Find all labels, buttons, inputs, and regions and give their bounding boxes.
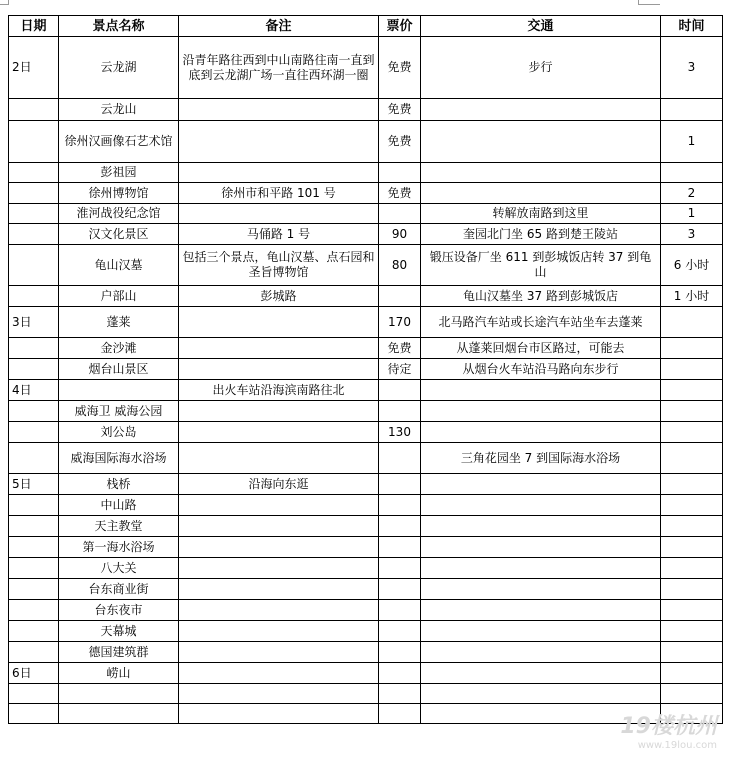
cell-time <box>661 401 723 422</box>
cell-transport <box>421 495 661 516</box>
cell-name: 天主教堂 <box>59 516 179 537</box>
table-row <box>9 600 723 621</box>
cell-time <box>661 600 723 621</box>
cell-note <box>179 359 379 380</box>
table-row <box>9 121 723 163</box>
cell-name: 第一海水浴场 <box>59 537 179 558</box>
cell-transport <box>421 684 661 704</box>
cell-transport <box>421 663 661 684</box>
cell-transport: 从烟台火车站沿马路向东步行 <box>421 359 661 380</box>
cell-name <box>59 380 179 401</box>
cell-note: 沿青年路往西到中山南路往南一直到底到云龙湖广场一直往西环湖一圈 <box>179 37 379 99</box>
table-row <box>9 224 723 245</box>
table-row <box>9 663 723 684</box>
cell-time <box>661 474 723 495</box>
table-row <box>9 163 723 183</box>
table-row <box>9 516 723 537</box>
cell-note <box>179 642 379 663</box>
cell-price <box>379 579 421 600</box>
corner-mark-left-h <box>0 4 8 5</box>
table-row <box>9 99 723 121</box>
header-date: 日期 <box>9 16 59 37</box>
table-row <box>9 642 723 663</box>
cell-price <box>379 663 421 684</box>
cell-time <box>661 621 723 642</box>
cell-name: 汉文化景区 <box>59 224 179 245</box>
cell-name: 金沙滩 <box>59 338 179 359</box>
cell-time <box>661 516 723 537</box>
cell-date <box>9 516 59 537</box>
cell-transport: 三角花园坐 7 到国际海水浴场 <box>421 443 661 474</box>
cell-name: 天幕城 <box>59 621 179 642</box>
cell-transport <box>421 621 661 642</box>
cell-date: 2日 <box>9 37 59 99</box>
cell-price <box>379 443 421 474</box>
cell-price: 免费 <box>379 338 421 359</box>
cell-time <box>661 537 723 558</box>
cell-transport <box>421 183 661 204</box>
cell-name: 龟山汉墓 <box>59 245 179 286</box>
cell-note <box>179 537 379 558</box>
cell-transport <box>421 642 661 663</box>
table-row <box>9 684 723 704</box>
cell-note <box>179 663 379 684</box>
cell-name: 中山路 <box>59 495 179 516</box>
cell-transport: 龟山汉墓坐 37 路到彭城饭店 <box>421 286 661 307</box>
cell-time: 1 <box>661 121 723 163</box>
cell-time <box>661 495 723 516</box>
cell-time <box>661 380 723 401</box>
cell-transport: 从蓬莱回烟台市区路过，可能去 <box>421 338 661 359</box>
cell-price <box>379 495 421 516</box>
cell-price: 170 <box>379 307 421 338</box>
cell-time: 2 <box>661 183 723 204</box>
cell-price <box>379 401 421 422</box>
cell-name: 户部山 <box>59 286 179 307</box>
cell-time <box>661 307 723 338</box>
header-time: 时间 <box>661 16 723 37</box>
cell-date <box>9 359 59 380</box>
cell-price: 130 <box>379 422 421 443</box>
header-name: 景点名称 <box>59 16 179 37</box>
header-row <box>9 16 723 37</box>
cell-price: 免费 <box>379 183 421 204</box>
cell-note <box>179 338 379 359</box>
table-row <box>9 307 723 338</box>
cell-name: 台东夜市 <box>59 600 179 621</box>
cell-transport: 奎园北门坐 65 路到楚王陵站 <box>421 224 661 245</box>
header-transport: 交通 <box>421 16 661 37</box>
cell-name: 烟台山景区 <box>59 359 179 380</box>
cell-name: 威海国际海水浴场 <box>59 443 179 474</box>
cell-name: 栈桥 <box>59 474 179 495</box>
cell-name: 徐州博物馆 <box>59 183 179 204</box>
cell-price <box>379 600 421 621</box>
cell-date <box>9 422 59 443</box>
table-row <box>9 704 723 724</box>
cell-note <box>179 704 379 724</box>
table-row <box>9 359 723 380</box>
cell-time: 1 小时 <box>661 286 723 307</box>
cell-transport <box>421 99 661 121</box>
cell-date <box>9 642 59 663</box>
corner-mark-right-v <box>638 0 639 5</box>
cell-time <box>661 422 723 443</box>
cell-transport <box>421 474 661 495</box>
cell-date <box>9 704 59 724</box>
cell-price <box>379 286 421 307</box>
cell-date <box>9 401 59 422</box>
cell-date: 6日 <box>9 663 59 684</box>
cell-price <box>379 621 421 642</box>
cell-date <box>9 579 59 600</box>
cell-time: 6 小时 <box>661 245 723 286</box>
corner-mark-left-v <box>8 0 9 5</box>
cell-note <box>179 516 379 537</box>
cell-note <box>179 684 379 704</box>
table-row <box>9 204 723 224</box>
table-row <box>9 443 723 474</box>
cell-time <box>661 579 723 600</box>
cell-note: 包括三个景点，龟山汉墓、点石园和圣旨博物馆 <box>179 245 379 286</box>
cell-note <box>179 99 379 121</box>
table-row <box>9 579 723 600</box>
cell-price: 待定 <box>379 359 421 380</box>
cell-price: 免费 <box>379 121 421 163</box>
cell-time: 3 <box>661 224 723 245</box>
cell-date <box>9 338 59 359</box>
table-row <box>9 621 723 642</box>
cell-name <box>59 704 179 724</box>
table-row <box>9 37 723 99</box>
cell-time <box>661 338 723 359</box>
cell-time: 1 <box>661 204 723 224</box>
cell-transport: 步行 <box>421 37 661 99</box>
cell-name: 刘公岛 <box>59 422 179 443</box>
cell-time <box>661 663 723 684</box>
cell-time <box>661 359 723 380</box>
cell-date <box>9 684 59 704</box>
header-price: 票价 <box>379 16 421 37</box>
cell-name: 徐州汉画像石艺术馆 <box>59 121 179 163</box>
cell-name: 台东商业街 <box>59 579 179 600</box>
cell-price <box>379 537 421 558</box>
cell-note <box>179 495 379 516</box>
watermark-logo: 19楼杭州 <box>620 714 717 739</box>
cell-name: 威海卫 威海公园 <box>59 401 179 422</box>
table-row <box>9 401 723 422</box>
table-row <box>9 380 723 401</box>
cell-date <box>9 224 59 245</box>
itinerary-table <box>8 15 723 724</box>
table-row <box>9 474 723 495</box>
cell-note <box>179 558 379 579</box>
cell-date <box>9 600 59 621</box>
cell-transport <box>421 121 661 163</box>
cell-time <box>661 443 723 474</box>
cell-note: 徐州市和平路 101 号 <box>179 183 379 204</box>
cell-date: 5日 <box>9 474 59 495</box>
corner-mark-right-h <box>638 4 660 5</box>
table-row <box>9 286 723 307</box>
cell-price: 80 <box>379 245 421 286</box>
cell-price <box>379 204 421 224</box>
cell-price <box>379 704 421 724</box>
cell-price: 免费 <box>379 99 421 121</box>
cell-note: 彭城路 <box>179 286 379 307</box>
cell-note <box>179 121 379 163</box>
table-row <box>9 537 723 558</box>
table-row <box>9 495 723 516</box>
cell-price: 免费 <box>379 37 421 99</box>
cell-date <box>9 204 59 224</box>
cell-note <box>179 422 379 443</box>
cell-transport <box>421 537 661 558</box>
cell-name: 八大关 <box>59 558 179 579</box>
cell-transport <box>421 380 661 401</box>
cell-transport <box>421 579 661 600</box>
cell-name: 云龙山 <box>59 99 179 121</box>
cell-price <box>379 516 421 537</box>
cell-date <box>9 183 59 204</box>
cell-time: 3 <box>661 37 723 99</box>
cell-name: 蓬莱 <box>59 307 179 338</box>
cell-name: 淮河战役纪念馆 <box>59 204 179 224</box>
cell-note <box>179 600 379 621</box>
cell-note: 马俑路 1 号 <box>179 224 379 245</box>
cell-price: 90 <box>379 224 421 245</box>
cell-note <box>179 443 379 474</box>
cell-date <box>9 558 59 579</box>
table-row <box>9 338 723 359</box>
table-row <box>9 558 723 579</box>
cell-price <box>379 684 421 704</box>
cell-date: 4日 <box>9 380 59 401</box>
cell-time <box>661 642 723 663</box>
cell-note <box>179 579 379 600</box>
cell-date <box>9 286 59 307</box>
cell-note <box>179 204 379 224</box>
cell-transport <box>421 401 661 422</box>
cell-transport <box>421 558 661 579</box>
cell-transport <box>421 163 661 183</box>
cell-note <box>179 307 379 338</box>
cell-note <box>179 163 379 183</box>
cell-transport <box>421 516 661 537</box>
cell-note: 沿海向东逛 <box>179 474 379 495</box>
cell-date <box>9 443 59 474</box>
cell-time <box>661 163 723 183</box>
cell-price <box>379 474 421 495</box>
table-row <box>9 422 723 443</box>
watermark-url: www.19lou.com <box>637 740 717 751</box>
cell-transport: 北马路汽车站或长途汽车站坐车去蓬莱 <box>421 307 661 338</box>
cell-note <box>179 401 379 422</box>
cell-name: 云龙湖 <box>59 37 179 99</box>
cell-note <box>179 621 379 642</box>
cell-time <box>661 684 723 704</box>
table-row <box>9 245 723 286</box>
cell-date <box>9 537 59 558</box>
cell-time <box>661 99 723 121</box>
cell-transport: 锻压设备厂坐 611 到彭城饭店转 37 到龟山 <box>421 245 661 286</box>
watermark <box>620 709 717 751</box>
cell-date <box>9 245 59 286</box>
cell-note: 出火车站沿海滨南路往北 <box>179 380 379 401</box>
cell-name <box>59 684 179 704</box>
cell-name: 崂山 <box>59 663 179 684</box>
cell-date: 3日 <box>9 307 59 338</box>
cell-date <box>9 621 59 642</box>
cell-name: 德国建筑群 <box>59 642 179 663</box>
cell-date <box>9 495 59 516</box>
cell-date <box>9 99 59 121</box>
cell-transport: 转解放南路到这里 <box>421 204 661 224</box>
cell-date <box>9 121 59 163</box>
cell-time <box>661 558 723 579</box>
cell-transport <box>421 422 661 443</box>
cell-price <box>379 558 421 579</box>
cell-price <box>379 380 421 401</box>
cell-price <box>379 163 421 183</box>
header-note: 备注 <box>179 16 379 37</box>
cell-price <box>379 642 421 663</box>
cell-name: 彭祖园 <box>59 163 179 183</box>
cell-date <box>9 163 59 183</box>
table-row <box>9 183 723 204</box>
cell-transport <box>421 600 661 621</box>
